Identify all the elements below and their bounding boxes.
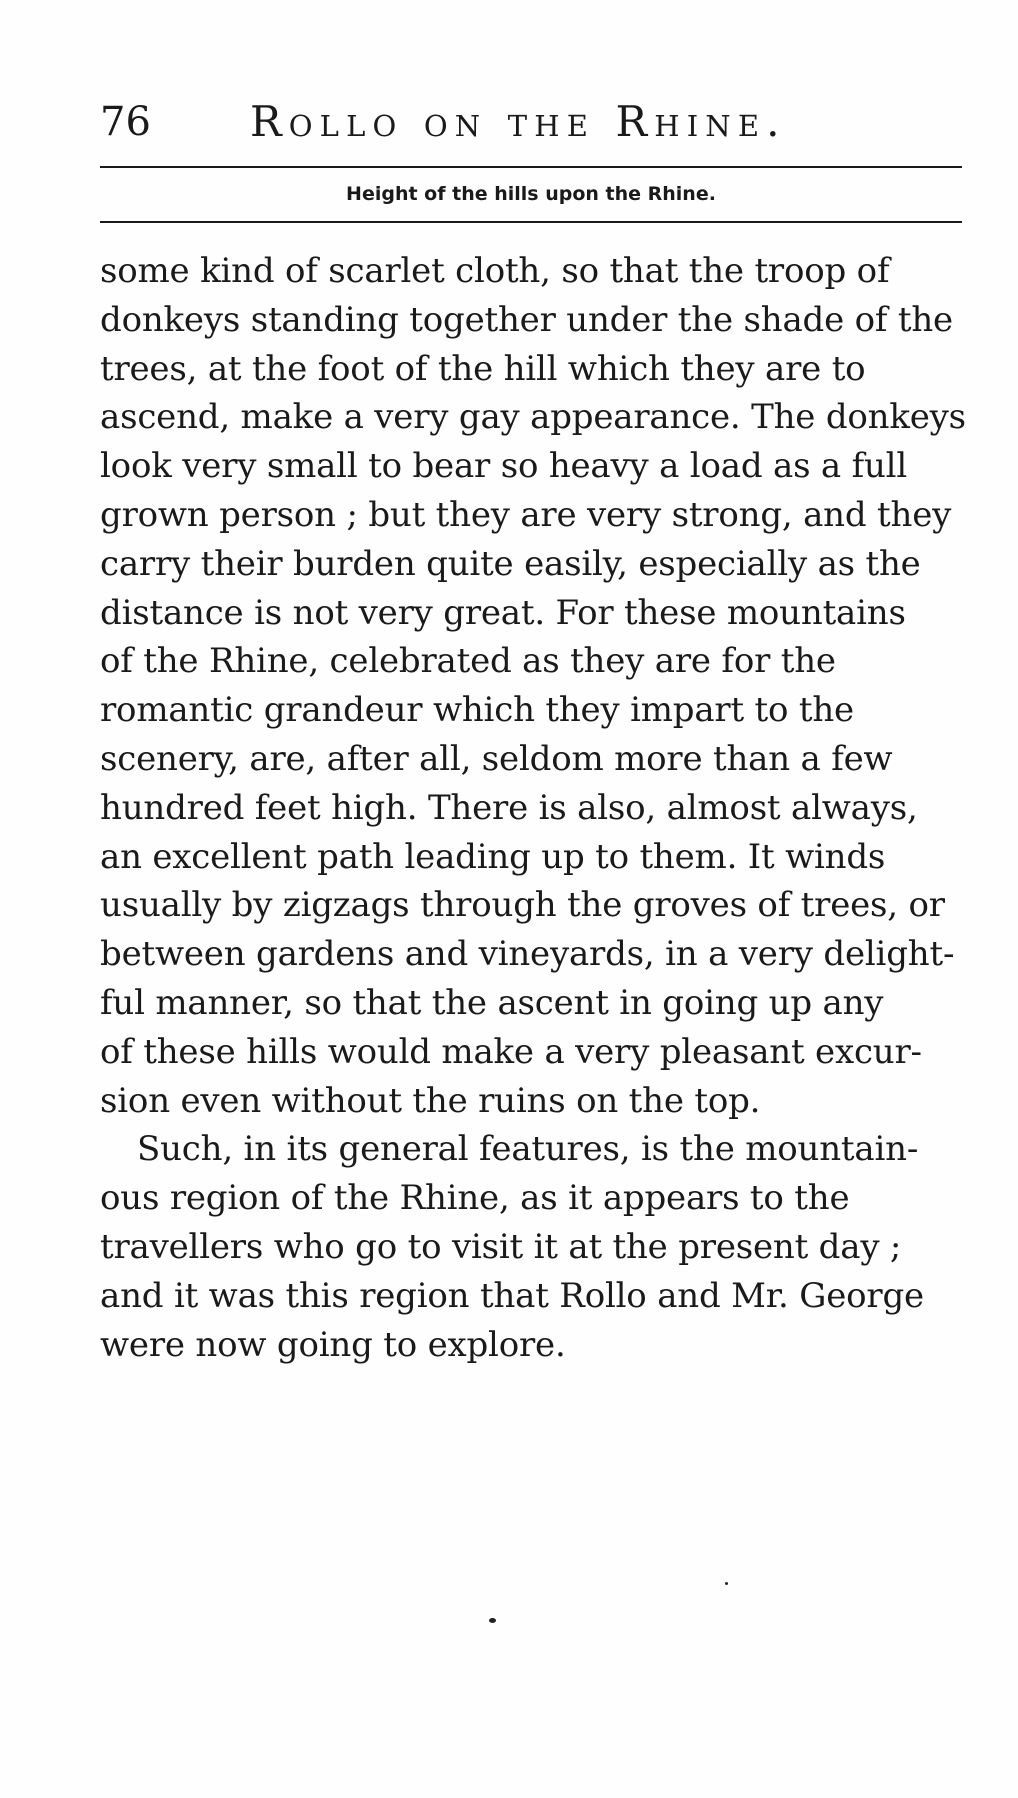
text-line: carry their burden quite easily, especially as the [100, 543, 921, 584]
text-line: and it was this region that Rollo and Mr. George [100, 1275, 924, 1316]
body-text [100, 247, 978, 1369]
text-line: sion even without the ruins on the top. [100, 1080, 761, 1121]
running-head [100, 92, 962, 152]
text-line: ascend, make a very gay appearance. The donkeys [100, 397, 966, 438]
paragraph-2 [100, 1125, 978, 1369]
text-line: some kind of scarlet cloth, so that the troop of [100, 251, 890, 291]
text-line: distance is not very great. For these mountains [100, 592, 906, 633]
header-rule-bottom [100, 221, 962, 223]
text-line: of the Rhine, celebrated as they are for the [100, 641, 836, 682]
text-line: travellers who go to visit it at the present day ; [100, 1226, 902, 1267]
text-line: ful manner, so that the ascent in going up any [100, 982, 884, 1023]
text-line: scenery, are, after all, seldom more than a few [100, 738, 893, 779]
section-subheading: Height of the hills upon the Rhine. [346, 183, 716, 205]
header-rule-top [100, 166, 962, 168]
ink-speck [725, 1582, 728, 1585]
page-number: 76 [100, 99, 151, 145]
text-line: look very small to bear so heavy a load as a full [100, 446, 908, 487]
text-line: donkeys standing together under the shade of the [100, 299, 953, 340]
running-title: Rollo on the Rhine. [250, 97, 787, 146]
text-line: of these hills would make a very pleasant excur- [100, 1031, 922, 1072]
text-line: hundred feet high. There is also, almost always, [100, 787, 918, 828]
text-line: usually by zigzags through the groves of trees, or [100, 885, 945, 926]
text-line: an excellent path leading up to them. It winds [100, 836, 886, 877]
text-line: romantic grandeur which they impart to the [100, 690, 854, 731]
text-line: trees, at the foot of the hill which they are to [100, 348, 866, 389]
text-line: ous region of the Rhine, as it appears to the [100, 1178, 850, 1219]
text-line: were now going to explore. [100, 1324, 566, 1365]
text-line: Such, in its general features, is the mountain- [137, 1129, 919, 1170]
text-line: between gardens and vineyards, in a very delight- [100, 934, 955, 975]
paragraph-1 [100, 247, 978, 1125]
ink-speck [489, 1618, 496, 1623]
text-line: grown person ; but they are very strong, and they [100, 494, 952, 535]
